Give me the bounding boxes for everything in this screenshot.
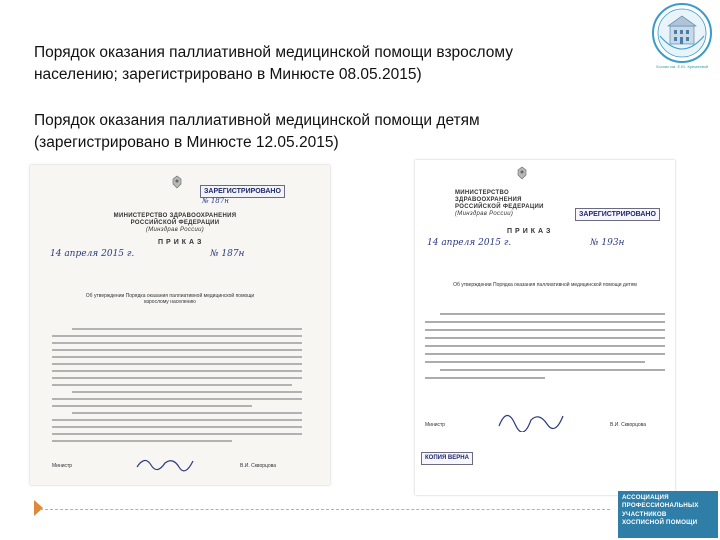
order-title: Об утверждении Порядка оказания паллиативной медицинской помощи взрослому населению xyxy=(85,293,255,305)
order-title: Об утверждении Порядка оказания паллиативной медицинской помощи детям xyxy=(453,282,637,288)
signature-label: Министр xyxy=(425,422,446,428)
signature-label: Министр xyxy=(52,463,73,469)
order-scan-children xyxy=(415,160,675,495)
association-line-2: ПРОФЕССИОНАЛЬНЫХ xyxy=(622,502,699,510)
ministry-sub: (Минздрав России) xyxy=(145,227,205,233)
hospice-emblem-icon xyxy=(650,2,714,64)
coat-of-arms-icon xyxy=(515,166,529,180)
prikaz-heading: ПРИКАЗ xyxy=(507,228,554,235)
registered-stamp: ЗАРЕГИСТРИРОВАНО xyxy=(575,208,660,221)
association-logo xyxy=(618,491,718,538)
prikaz-heading: ПРИКАЗ xyxy=(158,239,205,246)
registered-stamp: ЗАРЕГИСТРИРОВАНО xyxy=(200,185,285,198)
registration-number-hand: № 187н xyxy=(202,197,229,205)
ministry-header xyxy=(455,190,565,218)
association-line-3: УЧАСТНИКОВ xyxy=(622,510,667,518)
signature-scribble-icon xyxy=(495,406,565,432)
number-hand: № 187н xyxy=(210,249,245,259)
association-line-1: АССОЦИАЦИЯ xyxy=(622,494,669,501)
number-hand: № 193н xyxy=(590,238,625,248)
footer-divider xyxy=(40,509,610,510)
order-scan-adults xyxy=(30,165,330,485)
next-arrow-icon xyxy=(34,500,43,516)
logo-caption: Хоспис им. Е.Ю. Кремлевой xyxy=(655,64,709,69)
hospice-logo xyxy=(650,2,714,82)
children-order-line-2: (зарегистрировано в Минюсте 12.05.2015) xyxy=(34,134,339,151)
copy-verified-stamp: КОПИЯ ВЕРНА xyxy=(421,452,473,465)
adult-order-line-1: Порядок оказания паллиативной медицинской помощи взрослому xyxy=(34,44,513,61)
coat-of-arms-icon xyxy=(170,175,184,189)
order-body-text xyxy=(52,325,312,455)
ministry-header xyxy=(110,213,240,234)
signature-name: В.И. Скворцова xyxy=(240,463,277,469)
signature-name: В.И. Скворцова xyxy=(610,422,647,428)
association-line-4: ХОСПИСНОЙ ПОМОЩИ xyxy=(622,518,698,526)
order-body-text xyxy=(425,310,670,390)
ministry-sub: (Минздрав России) xyxy=(455,211,514,217)
ministry-name: МИНИСТЕРСТВО ЗДРАВООХРАНЕНИЯ РОССИЙСКОЙ ФЕДЕРАЦИИ xyxy=(113,213,237,226)
ministry-name: МИНИСТЕРСТВО ЗДРАВООХРАНЕНИЯ РОССИЙСКОЙ ФЕДЕРАЦИИ xyxy=(455,190,544,210)
date-hand: 14 апреля 2015 г. xyxy=(427,238,512,248)
adult-order-text xyxy=(34,42,594,86)
signature-scribble-icon xyxy=(135,453,195,473)
date-hand: 14 апреля 2015 г. xyxy=(50,249,135,259)
children-order-line-1: Порядок оказания паллиативной медицинской помощи детям xyxy=(34,112,480,129)
children-order-text xyxy=(34,110,594,154)
adult-order-line-2: населению; зарегистрировано в Минюсте 08.05.2015) xyxy=(34,66,422,83)
